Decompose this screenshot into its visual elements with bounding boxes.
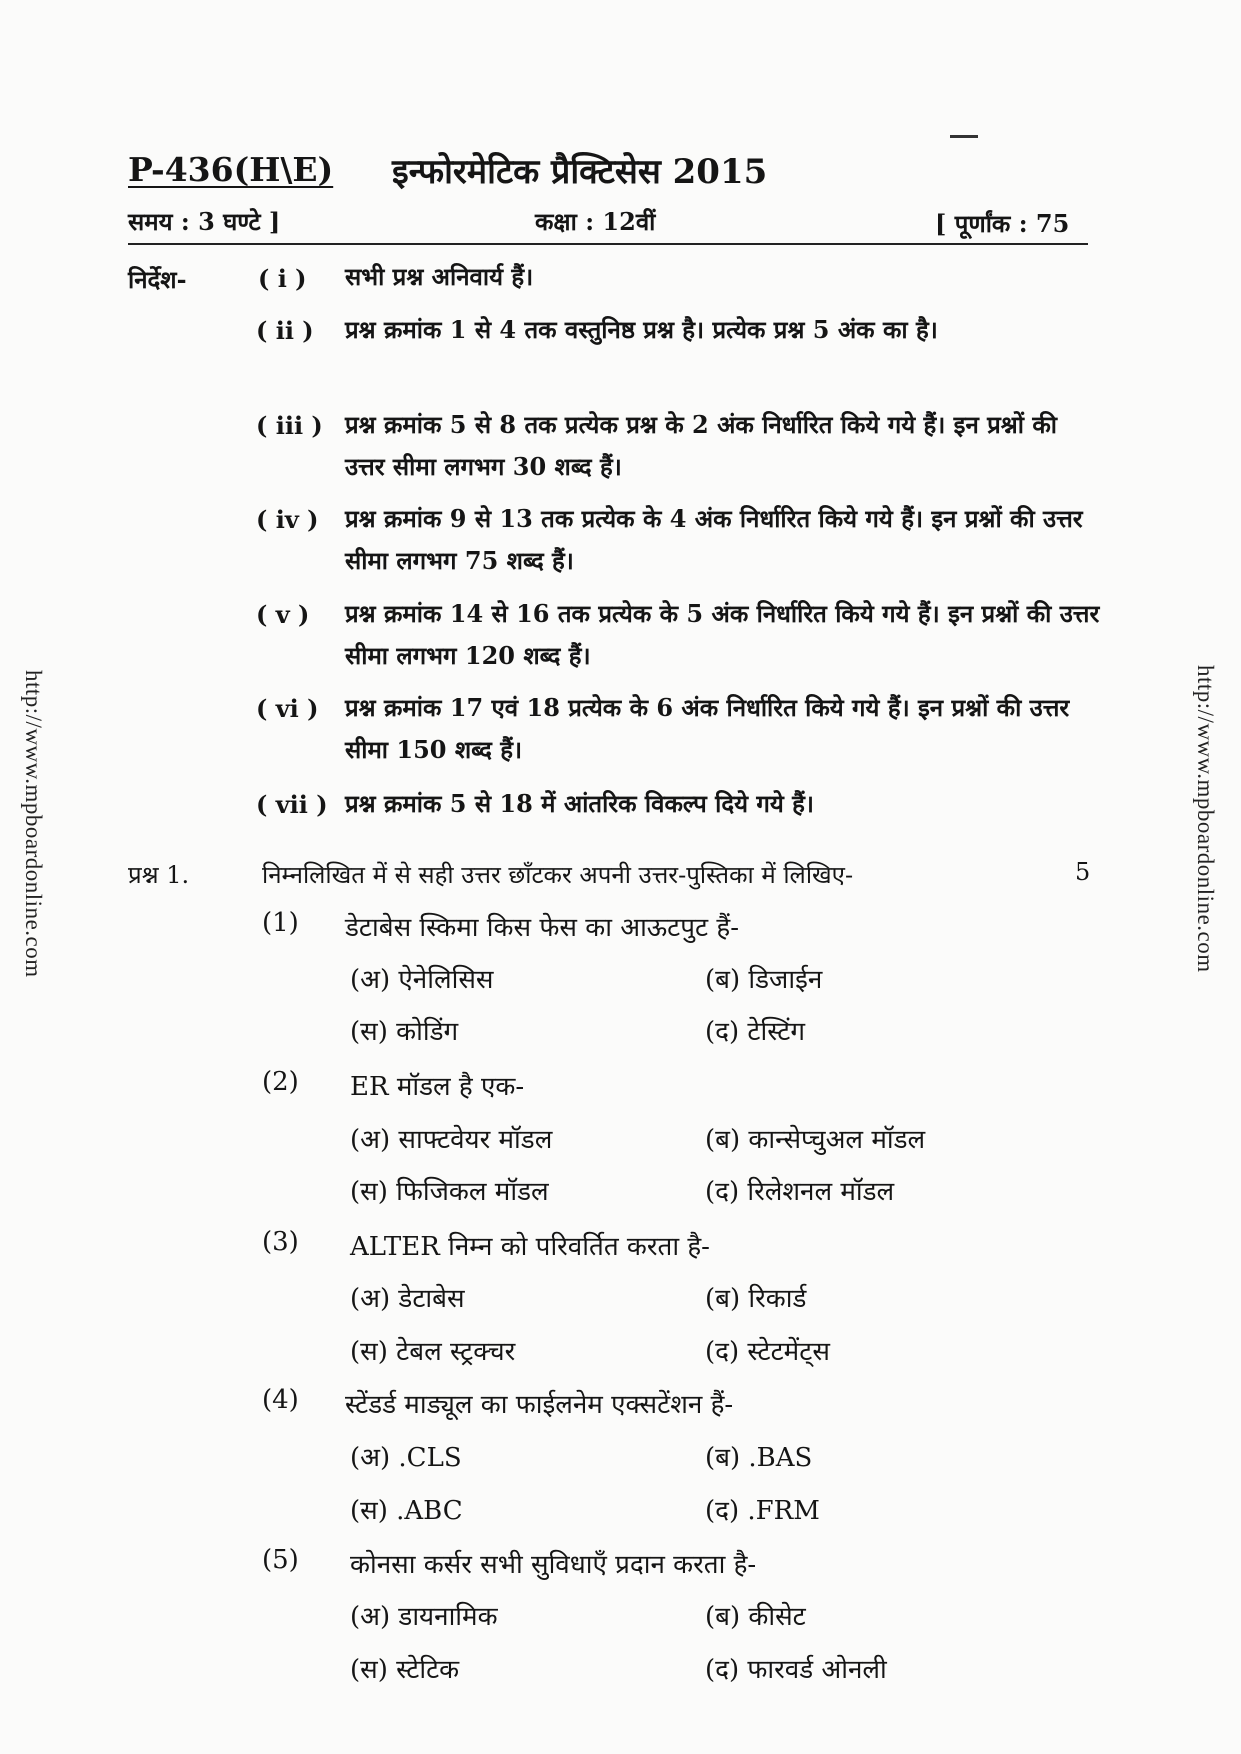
option-a: (अ) .CLS — [350, 1443, 462, 1473]
paper-title: इन्फोरमेटिक प्रैक्टिसेस 2015 — [392, 152, 768, 192]
sub-question-num: (2) — [262, 1067, 299, 1097]
instructions-label: निर्देश- — [128, 265, 187, 294]
stray-mark — [950, 135, 978, 138]
instruction-text: सभी प्रश्न अनिवार्य हैं। — [345, 262, 534, 291]
watermark-left: http://www.mpboardonline.com — [21, 670, 46, 978]
instruction-text: प्रश्न क्रमांक 17 एवं 18 प्रत्येक के 6 अंक निर्धारित किये गये हैं। इन प्रश्नों की उत्तर सीमा 150 शब्द हैं। — [345, 693, 1070, 764]
max-marks: [ पूर्णांक : 75 — [935, 209, 1070, 238]
option-c: (स) स्टेटिक — [350, 1655, 460, 1685]
instruction-num: ( iv ) — [256, 505, 319, 534]
sub-question-text: ALTER निम्न को परिवर्तित करता है- — [350, 1232, 710, 1262]
option-d: (द) .FRM — [705, 1496, 820, 1526]
option-a: (अ) ऐनेलिसिस — [350, 965, 494, 995]
sub-question-text: ER मॉडल है एक- — [350, 1072, 525, 1102]
option-a: (अ) साफ्टवेयर मॉडल — [350, 1125, 553, 1155]
sub-question-num: (5) — [262, 1545, 299, 1575]
instruction-num: ( vi ) — [256, 694, 319, 723]
paper-code: P-436(H\E) — [128, 150, 334, 189]
instruction-num: ( v ) — [256, 600, 310, 629]
instruction-text: प्रश्न क्रमांक 5 से 8 तक प्रत्येक प्रश्न के 2 अंक निर्धारित किये गये हैं। इन प्रश्नों की उत्तर सीमा लगभग 30 शब्द हैं। — [345, 410, 1057, 481]
option-c: (स) .ABC — [350, 1496, 463, 1526]
option-c: (स) कोडिंग — [350, 1017, 459, 1047]
option-c: (स) टेबल स्ट्रक्चर — [350, 1337, 516, 1367]
option-c: (स) फिजिकल मॉडल — [350, 1177, 549, 1207]
sub-question-num: (4) — [262, 1385, 299, 1415]
watermark-right: http://www.mpboardonline.com — [1193, 665, 1218, 973]
instruction-text: प्रश्न क्रमांक 1 से 4 तक वस्तुनिष्ठ प्रश्न है। प्रत्येक प्रश्न 5 अंक का है। — [345, 315, 938, 344]
option-d: (द) फारवर्ड ओनली — [705, 1655, 887, 1685]
class-label: कक्षा : 12वीं — [535, 207, 656, 236]
instruction-text: प्रश्न क्रमांक 14 से 16 तक प्रत्येक के 5 अंक निर्धारित किये गये हैं। इन प्रश्नों की उत्तर सीमा लगभग 120 शब्द हैं। — [345, 599, 1100, 670]
option-b: (ब) डिजाईन — [705, 965, 823, 995]
option-b: (ब) कान्सेप्चुअल मॉडल — [705, 1125, 926, 1155]
time-allowed: समय : 3 घण्टे ] — [128, 207, 281, 236]
sub-question-text: स्टेंडर्ड माड्यूल का फाईलनेम एक्सटेंशन हैं- — [345, 1390, 734, 1420]
instruction-num: ( vii ) — [256, 790, 328, 819]
instruction-text: प्रश्न क्रमांक 9 से 13 तक प्रत्येक के 4 अंक निर्धारित किये गये हैं। इन प्रश्नों की उत्तर सीमा लगभग 75 शब्द हैं। — [345, 504, 1083, 575]
sub-question-text: डेटाबेस स्किमा किस फेस का आऊटपुट हैं- — [345, 913, 740, 943]
sub-question-num: (1) — [262, 908, 299, 938]
option-b: (ब) रिकार्ड — [705, 1284, 807, 1314]
option-d: (द) स्टेटमेंट्स — [705, 1337, 830, 1367]
instruction-num: ( ii ) — [256, 316, 314, 345]
sub-question-num: (3) — [262, 1227, 299, 1257]
option-d: (द) रिलेशनल मॉडल — [705, 1177, 895, 1207]
header-divider — [128, 243, 1088, 245]
instruction-text: प्रश्न क्रमांक 5 से 18 में आंतरिक विकल्प दिये गये हैं। — [345, 789, 815, 818]
question-marks: 5 — [1075, 858, 1091, 886]
instruction-num: ( i ) — [258, 264, 307, 293]
option-a: (अ) डेटाबेस — [350, 1284, 465, 1314]
instruction-num: ( iii ) — [256, 411, 323, 440]
option-b: (ब) .BAS — [705, 1443, 813, 1473]
option-a: (अ) डायनामिक — [350, 1602, 498, 1632]
sub-question-text: कोनसा कर्सर सभी सुविधाएँ प्रदान करता है- — [350, 1550, 757, 1580]
question-text: निम्नलिखित में से सही उत्तर छाँटकर अपनी उत्तर-पुस्तिका में लिखिए- — [262, 861, 854, 889]
option-b: (ब) कीसेट — [705, 1602, 806, 1632]
question-label: प्रश्न 1. — [128, 861, 190, 889]
option-d: (द) टेस्टिंग — [705, 1017, 806, 1047]
